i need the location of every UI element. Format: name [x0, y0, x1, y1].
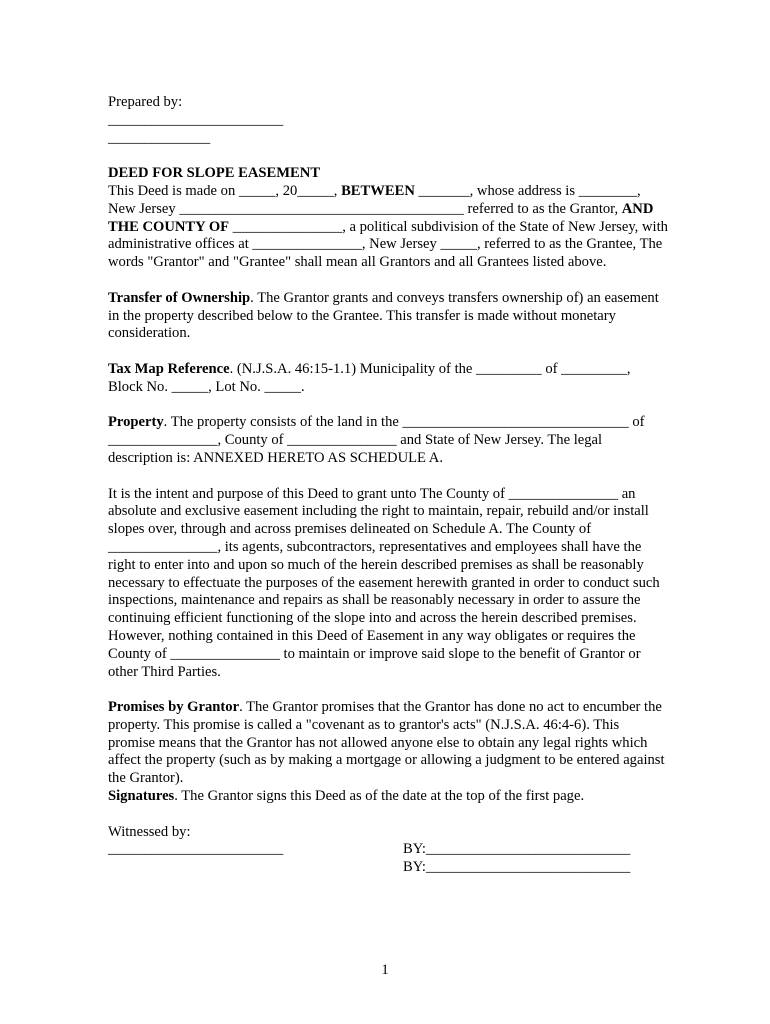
- signature-row-2: [108, 859, 668, 877]
- intent-paragraph: It is the intent and purpose of this Deed to grant unto The County of _______________ an absolute and exclusive easement including the right to maintain, repair, rebuild and/or install slopes over, through and across premises delineated on Schedule A. The County of _______________, its agents, subcontractors, representatives and employees shall have the right to enter into and upon so much of the herein described premises as shall be reasonably necessary to effectuate the purposes of the easement herewith granted in order to conduct such inspections, maintenance and repairs as shall be reasonably necessary in order to assure the continuing efficient functioning of the slope into and across the herein described premises.: [108, 485, 660, 627]
- prepared-by-line-2: ______________: [108, 129, 211, 146]
- intro-text-2: _______, whose address is ________, New Jersey _______________________________________ referred to as the Grantor,: [108, 182, 641, 217]
- signatures-text: . The Grantor signs this Deed as of the date at the top of the first page.: [174, 788, 585, 805]
- transfer-heading: Transfer of Ownership: [108, 289, 251, 306]
- intro-text-3: _______________, a political subdivision of the State of New Jersey, with administrative offices at _______________, New Jersey _____, referred to as the Grantee, The words "Grantor" and "Grantee" shall mean all Grantors and all Grantees listed above.: [108, 218, 668, 271]
- property-paragraph: [108, 414, 668, 467]
- however-paragraph: However, nothing contained in this Deed of Easement in any way obligates or requires the County of _______________ to maintain or improve said slope to the benefit of Grantor or other Third Parties.: [108, 627, 641, 680]
- grantor-signature-line-2: BY:____________________________: [403, 859, 631, 876]
- promises-heading: Promises by Grantor: [108, 699, 240, 716]
- county-label: AND THE COUNTY OF: [108, 200, 654, 235]
- signature-row-1: [108, 841, 668, 859]
- transfer-text: . The Grantor grants and conveys transfers ownership of) an easement in the property described below to the Grantee. This transfer is made without monetary consideration.: [108, 289, 659, 342]
- property-text: . The property consists of the land in the _______________________________ of _______________, County of _______________ and State of New Jersey. The legal description is: ANNEXED HERETO AS SCHEDULE A.: [108, 414, 645, 466]
- witness-signature-line: ________________________: [108, 841, 284, 858]
- property-heading: Property: [108, 414, 164, 431]
- between-label: BETWEEN: [341, 182, 415, 199]
- signatures-heading: Signatures: [108, 788, 175, 805]
- grantor-signature-line-1: BY:____________________________: [403, 841, 631, 858]
- intro-text-1: This Deed is made on _____, 20_____,: [108, 182, 342, 199]
- transfer-paragraph: [108, 290, 668, 343]
- intro-paragraph: [108, 183, 668, 272]
- page-number: 1: [381, 962, 389, 978]
- document-title: DEED FOR SLOPE EASEMENT: [108, 165, 321, 182]
- tax-map-paragraph: [108, 361, 668, 397]
- tax-map-heading: Tax Map Reference: [108, 360, 230, 377]
- prepared-by-label: Prepared by:: [108, 94, 183, 110]
- document-page: [108, 94, 668, 877]
- signatures-paragraph: [108, 788, 668, 806]
- witnessed-by-label: Witnessed by:: [108, 823, 191, 840]
- promises-text: . The Grantor promises that the Grantor has done no act to encumber the property. This promise is called a "covenant as to grantor's acts" (N.J.S.A. 46:4-6). This promise means that the Grantor has not allowed anyone else to obtain any legal rights which affect the property (such as by making a mortgage or allowing a judgment to be entered against the Grantor).: [108, 699, 665, 787]
- tax-map-text: . (N.J.S.A. 46:15-1.1) Municipality of the _________ of _________, Block No. _____, Lot No. _____.: [108, 360, 631, 395]
- prepared-by-line-1: ________________________: [108, 111, 284, 128]
- promises-paragraph: [108, 699, 668, 788]
